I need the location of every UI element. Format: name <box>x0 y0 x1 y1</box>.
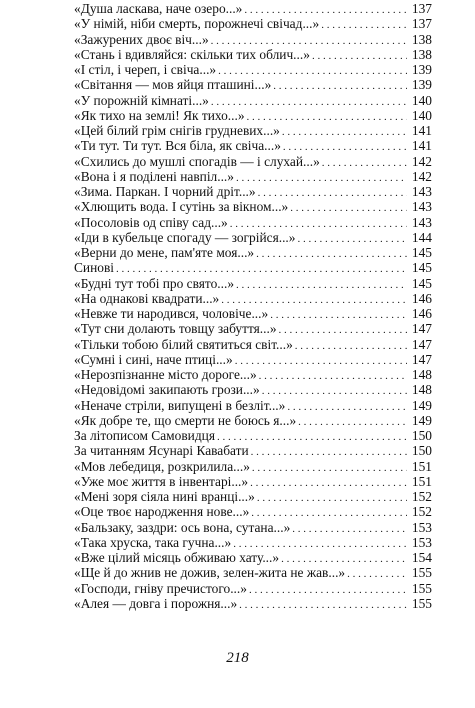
toc-entry-page: 141 <box>411 123 432 138</box>
toc-entry-page: 138 <box>411 31 432 47</box>
toc-dot-leader <box>295 339 407 352</box>
toc-entry-page: 149 <box>411 397 432 413</box>
toc-entry <box>74 276 432 291</box>
toc-entry-title: «Мені зоря сіяла нині вранці...» <box>74 489 255 504</box>
toc-entry-page: 146 <box>411 306 432 321</box>
toc-entry-page: 150 <box>411 428 432 443</box>
toc-entry-page: 150 <box>411 443 432 459</box>
toc-entry <box>74 16 432 31</box>
toc-entry <box>74 123 432 138</box>
toc-entry-page: 153 <box>411 534 432 550</box>
toc-dot-leader <box>221 293 407 306</box>
toc-dot-leader <box>297 232 407 245</box>
toc-entry <box>74 428 432 443</box>
toc-dot-leader <box>211 95 407 108</box>
toc-dot-leader <box>258 186 407 199</box>
toc-dot-leader <box>252 461 407 474</box>
toc-entry <box>74 169 432 184</box>
toc-dot-leader <box>250 476 407 489</box>
toc-entry-title: «Тут сни долають товщу забуття...» <box>74 321 277 337</box>
toc-dot-leader <box>321 18 407 31</box>
toc-entry-page: 155 <box>411 595 432 611</box>
toc-entry-title: «Вже цілий місяць обживаю хату...» <box>74 550 280 565</box>
toc-dot-leader <box>270 308 407 321</box>
toc-entry-title: «Мов лебедиця, розкрилила...» <box>74 458 250 474</box>
toc-entry-page: 139 <box>411 77 432 93</box>
toc-entry-title: «Сумні і сині, наче птиці...» <box>74 351 233 367</box>
toc-entry-title: «Ще й до жнив не дожив, зелен-жита не жав...» <box>74 565 346 581</box>
toc-dot-leader <box>247 110 407 123</box>
toc-dot-leader <box>239 598 407 611</box>
toc-entry <box>74 1 432 16</box>
toc-entry-page: 147 <box>411 336 432 352</box>
toc-entry <box>74 306 432 321</box>
toc-dot-leader <box>322 156 407 169</box>
toc-dot-leader <box>233 537 407 550</box>
toc-entry-page: 151 <box>411 458 432 474</box>
toc-entry-title: Синові <box>74 260 115 276</box>
toc-entry-page: 148 <box>411 367 432 382</box>
toc-dot-leader <box>283 140 407 153</box>
toc-entry-title: «Будні тут тобі про свято...» <box>74 275 235 291</box>
toc-entry-title: «Невже ти народився, чоловіче...» <box>74 306 269 321</box>
toc-entry-title: «Світання — мов яйця пташині...» <box>74 77 272 93</box>
toc-entry-page: 137 <box>411 16 432 32</box>
toc-entry-title: «Іди в кубельце спогаду — зогрійся...» <box>74 229 296 245</box>
toc-entry-page: 152 <box>411 504 432 520</box>
toc-entry-page: 145 <box>411 245 432 260</box>
toc-entry <box>74 154 432 169</box>
toc-entry-title: «На однакові квадрати...» <box>74 290 220 306</box>
toc-entry-title: «Оце твоє народження нове...» <box>74 504 250 520</box>
page-number: 218 <box>226 650 249 666</box>
toc-entry <box>74 474 432 489</box>
toc-dot-leader <box>236 171 407 184</box>
toc-entry-page: 145 <box>411 260 432 276</box>
toc-entry-title: «Як добре те, що смерти не боюсь я...» <box>74 412 297 428</box>
toc-dot-leader <box>251 445 407 458</box>
toc-entry-page: 139 <box>411 62 432 77</box>
table-of-contents <box>74 1 432 611</box>
toc-entry <box>74 443 432 458</box>
toc-entry <box>74 337 432 352</box>
toc-dot-leader <box>217 430 407 443</box>
toc-entry <box>74 93 432 108</box>
toc-entry <box>74 321 432 336</box>
toc-dot-leader <box>211 34 407 47</box>
toc-entry <box>74 32 432 47</box>
toc-dot-leader <box>244 3 407 16</box>
toc-entry-title: «Господи, гніву пречистого...» <box>74 580 247 596</box>
toc-dot-leader <box>312 49 407 62</box>
toc-entry <box>74 504 432 519</box>
toc-entry-page: 143 <box>411 184 432 199</box>
toc-dot-leader <box>249 583 407 596</box>
toc-entry <box>74 382 432 397</box>
toc-entry <box>74 230 432 245</box>
toc-entry-title: За читанням Ясунарі Кавабати <box>74 443 249 459</box>
toc-dot-leader <box>256 247 407 260</box>
toc-entry-page: 140 <box>411 92 432 108</box>
toc-entry-title: «Вона і я поділені навпіл...» <box>74 168 234 184</box>
toc-entry <box>74 581 432 596</box>
toc-entry-page: 151 <box>411 473 432 489</box>
toc-entry-page: 141 <box>411 138 432 154</box>
toc-entry <box>74 550 432 565</box>
toc-entry <box>74 413 432 428</box>
toc-entry <box>74 596 432 611</box>
toc-entry <box>74 199 432 214</box>
toc-entry-title: «Уже моє життя в інвентарі...» <box>74 473 249 489</box>
toc-entry <box>74 260 432 275</box>
toc-entry-page: 144 <box>411 229 432 245</box>
toc-entry <box>74 520 432 535</box>
toc-entry-title: «Цей білий грім снігів грудневих...» <box>74 123 280 138</box>
toc-dot-leader <box>235 354 407 367</box>
toc-entry-page: 147 <box>411 321 432 337</box>
toc-dot-leader <box>236 278 407 291</box>
toc-dot-leader <box>290 201 407 214</box>
toc-entry-title: «Така хруска, така гучна...» <box>74 534 232 550</box>
toc-entry-page: 137 <box>411 1 432 16</box>
toc-dot-leader <box>347 567 407 580</box>
toc-entry-title: «Схились до мушлі спогадів — і слухай...» <box>74 153 320 169</box>
toc-dot-leader <box>298 415 407 428</box>
toc-entry <box>74 108 432 123</box>
toc-entry-page: 138 <box>411 46 432 62</box>
toc-entry <box>74 535 432 550</box>
toc-dot-leader <box>279 323 407 336</box>
toc-dot-leader <box>292 522 407 535</box>
toc-entry-page: 143 <box>411 199 432 215</box>
toc-entry <box>74 398 432 413</box>
toc-dot-leader <box>262 384 407 397</box>
toc-dot-leader <box>116 262 407 275</box>
toc-dot-leader <box>257 491 407 504</box>
toc-entry-title: «Неначе стріли, випущені в безліт...» <box>74 397 286 413</box>
toc-dot-leader <box>251 506 407 519</box>
toc-entry-page: 142 <box>411 153 432 169</box>
toc-dot-leader <box>281 552 407 565</box>
toc-entry <box>74 489 432 504</box>
toc-entry <box>74 184 432 199</box>
toc-entry <box>74 77 432 92</box>
toc-entry <box>74 215 432 230</box>
toc-dot-leader <box>282 125 407 138</box>
toc-entry-title: «Стань і вдивляйся: скільки тих облич...» <box>74 46 310 62</box>
toc-entry <box>74 47 432 62</box>
toc-entry-page: 155 <box>411 580 432 596</box>
toc-dot-leader <box>259 369 407 382</box>
toc-entry-title: «Хлющить вода. І сутінь за вікном...» <box>74 199 289 215</box>
toc-entry <box>74 565 432 580</box>
toc-entry-page: 153 <box>411 519 432 535</box>
toc-entry-title: «Алея — довга і порожня...» <box>74 595 238 611</box>
toc-entry <box>74 62 432 77</box>
toc-entry-title: «Тільки тобою білий святиться світ...» <box>74 336 293 352</box>
toc-entry-page: 154 <box>411 550 432 565</box>
toc-entry-title: «Бальзаку, заздри: ось вона, сутана...» <box>74 519 291 535</box>
toc-entry-page: 145 <box>411 275 432 291</box>
toc-entry <box>74 245 432 260</box>
toc-entry-title: «Посоловів од співу сад...» <box>74 214 228 230</box>
toc-entry-page: 148 <box>411 382 432 398</box>
toc-entry-page: 142 <box>411 168 432 184</box>
toc-entry <box>74 459 432 474</box>
toc-entry-page: 143 <box>411 214 432 230</box>
toc-entry-title: «Нерозпізнанне місто дороге...» <box>74 367 257 382</box>
toc-entry-title: «Зажурених двоє віч...» <box>74 31 209 47</box>
toc-entry-title: «У німій, ніби смерть, порожнечі свічад...» <box>74 16 320 32</box>
toc-entry-title: «Зима. Паркан. І чорний дріт...» <box>74 184 256 199</box>
toc-dot-leader <box>230 217 407 230</box>
toc-entry-title: За літописом Самовидця <box>74 428 215 443</box>
toc-entry-title: «І стіл, і череп, і свіча...» <box>74 62 217 77</box>
toc-entry-title: «Як тихо на землі! Як тихо...» <box>74 107 245 123</box>
toc-entry-title: «Верни до мене, пам'яте моя...» <box>74 245 255 260</box>
toc-entry-title: «Душа ласкава, наче озеро...» <box>74 1 243 16</box>
toc-entry-page: 149 <box>411 412 432 428</box>
toc-entry <box>74 352 432 367</box>
toc-entry-page: 155 <box>411 565 432 581</box>
toc-entry <box>74 138 432 153</box>
toc-entry-title: «Ти тут. Ти тут. Вся біла, як свіча...» <box>74 138 281 154</box>
toc-dot-leader <box>287 400 407 413</box>
toc-dot-leader <box>218 64 407 77</box>
toc-entry-page: 152 <box>411 489 432 504</box>
toc-entry-page: 140 <box>411 107 432 123</box>
toc-entry-page: 146 <box>411 290 432 306</box>
toc-entry-page: 147 <box>411 351 432 367</box>
toc-entry-title: «Недовідомі закипають грози...» <box>74 382 260 398</box>
toc-entry-title: «У порожній кімнаті...» <box>74 92 209 108</box>
toc-dot-leader <box>273 79 407 92</box>
toc-entry <box>74 291 432 306</box>
toc-entry <box>74 367 432 382</box>
